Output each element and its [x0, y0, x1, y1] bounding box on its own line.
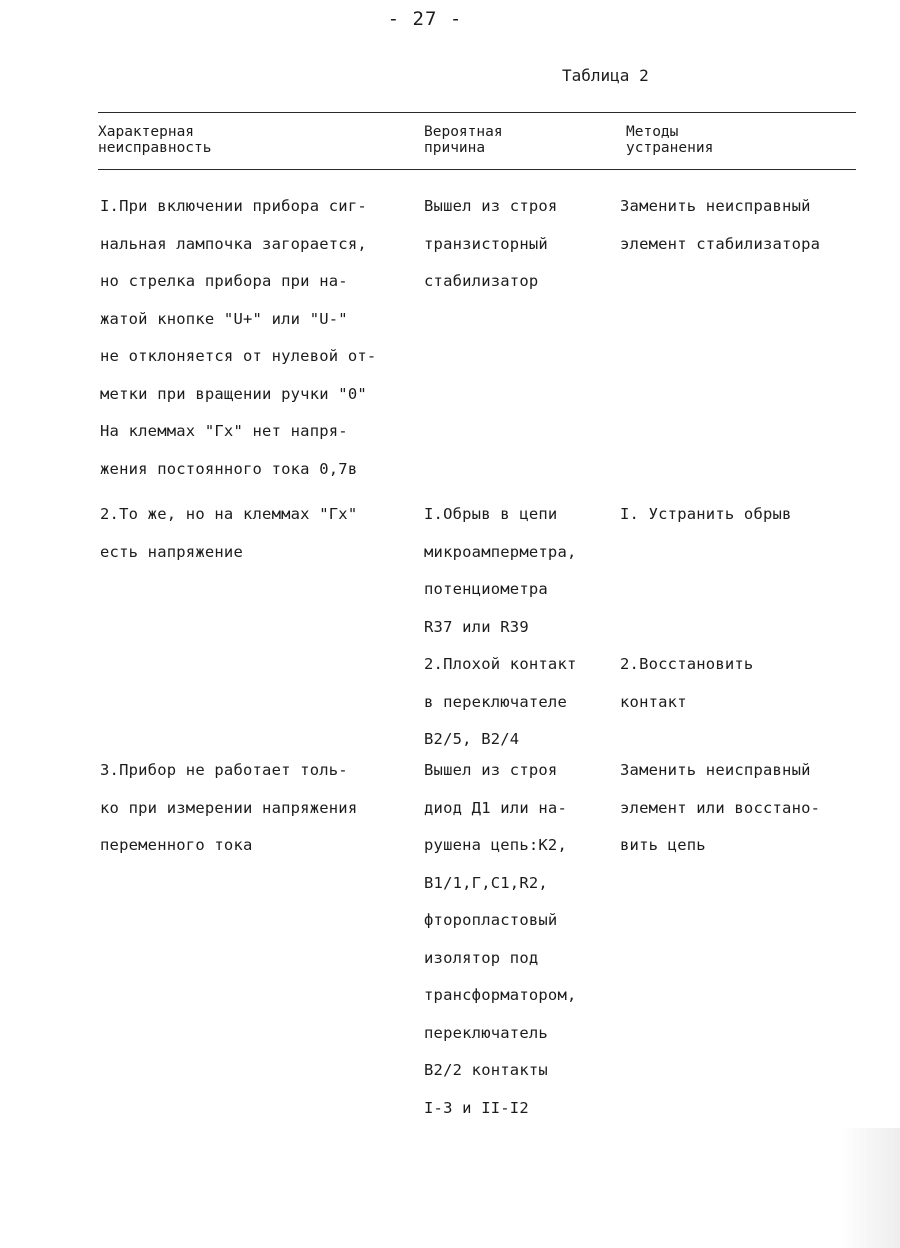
table-caption: Таблица 2 — [562, 66, 649, 85]
row-2-remedy: I. Устранить обрыв 2.Восстановить контакт — [620, 505, 792, 711]
table-top-rule — [98, 112, 856, 113]
row-2-fault: 2.То же, но на клеммах "Гx" есть напряжение — [100, 505, 358, 561]
row-3-cause: Вышел из строя диод Д1 или на- рушена цепь:К2, B1/1,Г,C1,R2, фторопластовый изолятор под трансформатором, переключатель B2/2 контакты I-3 и II-I2 — [424, 761, 577, 1117]
row-3-remedy: Заменить неисправный элемент или восстано- вить цепь — [620, 761, 821, 854]
row-3-fault: 3.Прибор не работает толь- ко при измерении напряжения переменного тока — [100, 761, 358, 854]
header-fault: Характерная неисправность — [98, 124, 212, 156]
row-1-fault: I.При включении прибора сиг- нальная лампочка загорается, но стрелка прибора при на- жатой кнопке "U+" или "U-" не отклоняется от нулевой от- метки при вращении ручки "0" На клеммах "Гx" нет напря- жения постоянного тока 0,7в — [100, 197, 377, 478]
page-edge-shadow — [840, 1128, 900, 1248]
header-cause: Вероятная причина — [424, 124, 503, 156]
row-1-cause: Вышел из строя транзисторный стабилизатор — [424, 197, 558, 290]
header-remedy: Методы устранения — [626, 124, 714, 156]
row-2-cause: I.Обрыв в цепи микроамперметра, потенциометра R37 или R39 2.Плохой контакт в переключателе B2/5, B2/4 — [424, 505, 577, 748]
header-bottom-rule — [98, 169, 856, 170]
row-1-remedy: Заменить неисправный элемент стабилизатора — [620, 197, 821, 253]
page-number: - 27 - — [387, 8, 463, 30]
